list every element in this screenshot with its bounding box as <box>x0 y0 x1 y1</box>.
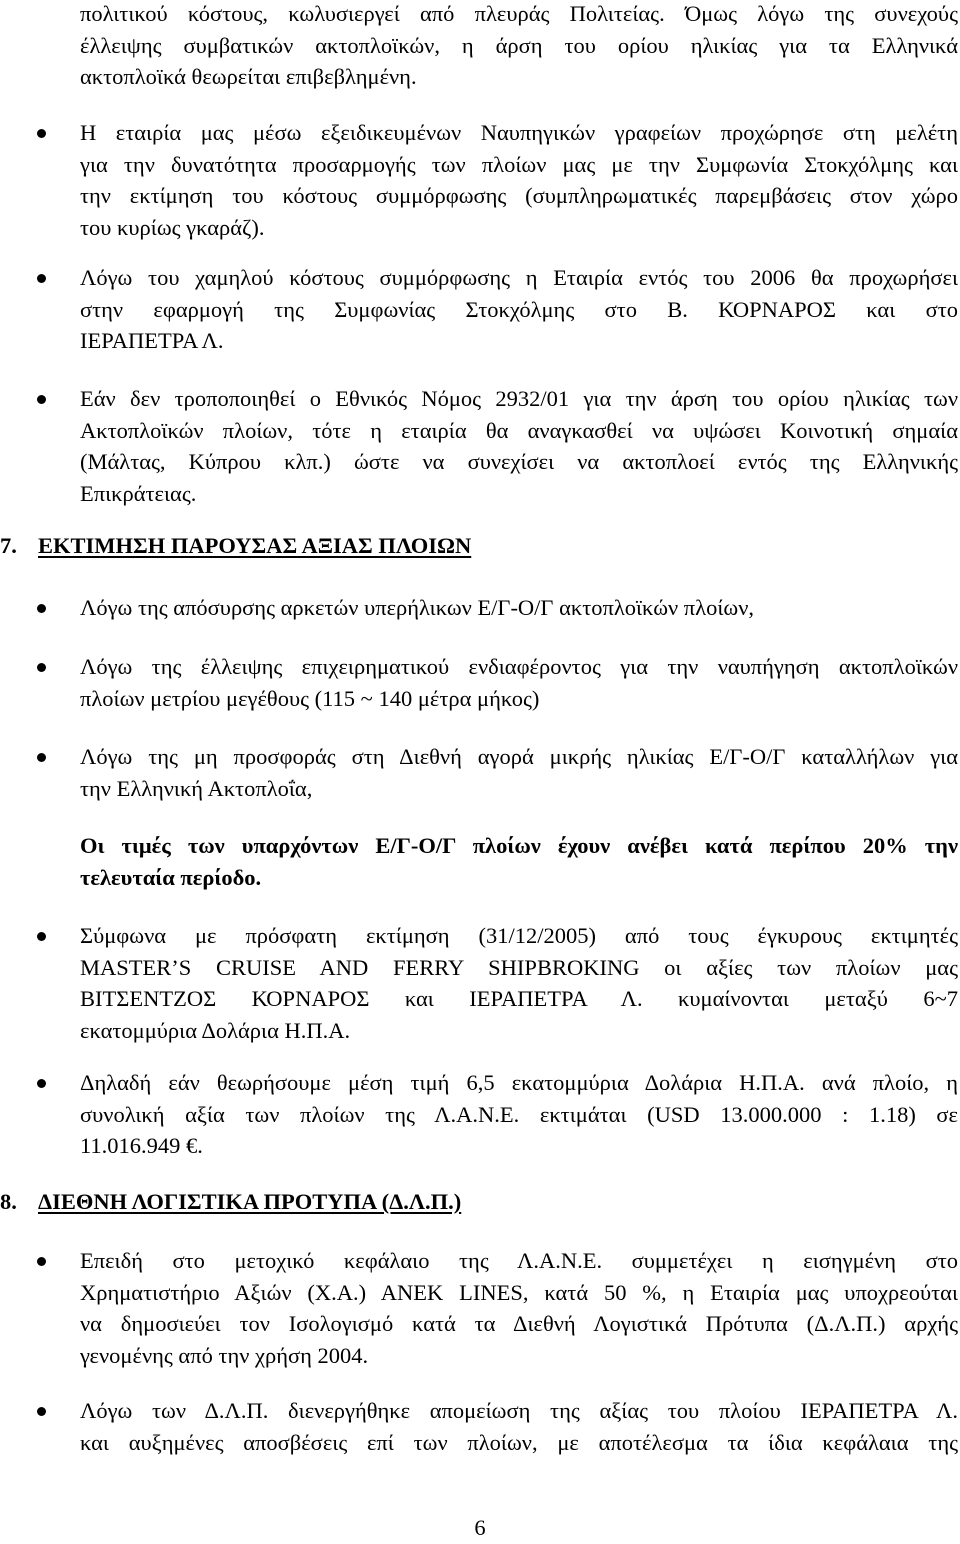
text-line: Χρηματιστήριο Αξιών (Χ.Α.) ΑΝΕΚ LINES, κατά 50 %, η Εταιρία μας υποχρεούται <box>80 1279 958 1305</box>
list-item-text <box>80 262 958 357</box>
bullet-icon <box>37 1257 46 1266</box>
text-line: την εκτίμηση του κόστους συμμόρφωσης (συμπληρωματικές παρεμβάσεις στον χώρο <box>80 183 958 208</box>
list-item-text <box>80 651 958 714</box>
text-line: γενομένης από την χρήση 2004. <box>80 1342 369 1368</box>
text-line: ΒΙΤΣΕΝΤΖΟΣ ΚΟΡΝΑΡΟΣ και ΙΕΡΑΠΕΤΡΑ Λ. κυμαίνονται μεταξύ 6~7 <box>80 986 958 1011</box>
text-line: έλλειψης συμβατικών ακτοπλοϊκών, η άρση του ορίου ηλικίας για τα Ελληνικά <box>80 32 958 58</box>
bullet-icon <box>37 932 46 941</box>
list-item-text <box>80 1067 958 1162</box>
intro-paragraph <box>80 0 958 93</box>
text-line: Ακτοπλοϊκών πλοίων, τότε η εταιρία θα αναγκασθεί να υψώσει Κοινοτική σημαία <box>80 417 958 443</box>
text-line: (Μάλτας, Κύπρου κλπ.) ώστε να συνεχίσει να ακτοπλοεί εντός της Ελληνικής <box>80 449 958 474</box>
bullet-icon <box>37 274 46 283</box>
text-line: Η εταιρία μας μέσω εξειδικευμένων Ναυπηγικών γραφείων προχώρησε στη μελέτη <box>80 120 958 145</box>
list-item-text <box>80 920 958 1046</box>
text-line: Εάν δεν τροποποιηθεί ο Εθνικός Νόμος 2932/01 για την άρση του ορίου ηλικίας των <box>80 386 958 411</box>
text-line: για την δυνατότητα προσαρμογής των πλοίων μας με την Συμφωνία Στοκχόλμης και <box>80 151 958 177</box>
text-line: την Ελληνική Ακτοπλοΐα, <box>80 775 313 801</box>
text-line: MASTER’S CRUISE AND FERRY SHIPBROKING οι αξίες των πλοίων μας <box>80 954 958 980</box>
text-line: Λόγω της μη προσφοράς στη Διεθνή αγορά μικρής ηλικίας Ε/Γ-Ο/Γ καταλλήλων για <box>80 744 958 769</box>
text-line: τελευταία περίοδο. <box>80 864 262 890</box>
text-line: Επειδή στο μετοχικό κεφάλαιο της Λ.Α.Ν.Ε. συμμετέχει η εισηγμένη στο <box>80 1248 958 1273</box>
text-line: στην εφαρμογή της Συμφωνίας Στοκχόλμης στο Β. ΚΟΡΝΑΡΟΣ και στο <box>80 296 958 322</box>
text-line: ΙΕΡΑΠΕΤΡΑ Λ. <box>80 328 224 353</box>
text-line: Οι τιμές των υπαρχόντων Ε/Γ-Ο/Γ πλοίων έχουν ανέβει κατά περίπου 20% την <box>80 833 958 858</box>
text-line: εκατομμύρια Δολάρια Η.Π.Α. <box>80 1017 351 1043</box>
section-title: ΔΙΕΘΝΗ ΛΟΓΙΣΤΙΚΑ ΠΡΟΤΥΠΑ (Δ.Λ.Π.) <box>38 1189 462 1214</box>
bullet-icon <box>37 663 46 672</box>
bullet-icon <box>37 129 46 138</box>
text-line: Λόγω των Δ.Λ.Π. διενεργήθηκε απομείωση της αξίας του πλοίου ΙΕΡΑΠΕΤΡΑ Λ. <box>80 1398 958 1423</box>
section-number: 8. <box>0 1189 17 1214</box>
text-line: του κυρίως γκαράζ). <box>80 214 265 240</box>
text-line: πολιτικού κόστους, κωλυσιεργεί από πλευράς Πολιτείας. Όμως λόγω της συνεχούς <box>80 1 958 26</box>
list-item-text <box>80 1245 958 1371</box>
bullet-icon <box>37 395 46 404</box>
text-line: Λόγω της απόσυρσης αρκετών υπερήλικων Ε/Γ-Ο/Γ ακτοπλοϊκών πλοίων, <box>80 595 754 620</box>
text-line: Επικράτειας. <box>80 480 197 506</box>
section-title: ΕΚΤΙΜΗΣΗ ΠΑΡΟΥΣΑΣ ΑΞΙΑΣ ΠΛΟΙΩΝ <box>38 533 472 558</box>
list-item-text <box>80 383 958 509</box>
page-number: 6 <box>474 1515 486 1540</box>
list-item-text <box>80 1395 958 1458</box>
text-line: Δηλαδή εάν θεωρήσουμε μέση τιμή 6,5 εκατομμύρια Δολάρια Η.Π.Α. ανά πλοίο, η <box>80 1070 958 1095</box>
bullet-icon <box>37 1079 46 1088</box>
text-line: να δημοσιεύει τον Ισολογισμό κατά τα Διεθνή Λογιστικά Πρότυπα (Δ.Λ.Π.) αρχής <box>80 1311 958 1336</box>
text-line: ακτοπλοϊκά θεωρείται επιβεβλημένη. <box>80 64 417 89</box>
list-item-text <box>80 741 958 804</box>
section-number: 7. <box>0 533 17 558</box>
text-line: και αυξημένες αποσβέσεις επί των πλοίων, με αποτέλεσμα τα ίδια κεφάλαια της <box>80 1429 958 1455</box>
text-line: 11.016.949 €. <box>80 1133 203 1158</box>
text-line: Σύμφωνα με πρόσφατη εκτίμηση (31/12/2005) από τους έγκυρους εκτιμητές <box>80 923 958 948</box>
bullet-icon <box>37 1407 46 1416</box>
text-line: Λόγω του χαμηλού κόστους συμμόρφωσης η Εταιρία εντός του 2006 θα προχωρήσει <box>80 265 958 290</box>
bullet-icon <box>37 753 46 762</box>
text-line: πλοίων μετρίου μεγέθους (115 ~ 140 μέτρα μήκος) <box>80 685 540 711</box>
list-item-text <box>80 117 958 243</box>
text-line: συνολική αξία των πλοίων της Λ.Α.Ν.Ε. εκτιμάται (USD 13.000.000 : 1.18) σε <box>80 1101 958 1127</box>
text-line: Λόγω της έλλειψης επιχειρηματικού ενδιαφέροντος για την ναυπήγηση ακτοπλοϊκών <box>80 654 958 679</box>
list-item-text <box>80 592 958 624</box>
bullet-icon <box>37 604 46 613</box>
bold-paragraph <box>80 830 958 893</box>
